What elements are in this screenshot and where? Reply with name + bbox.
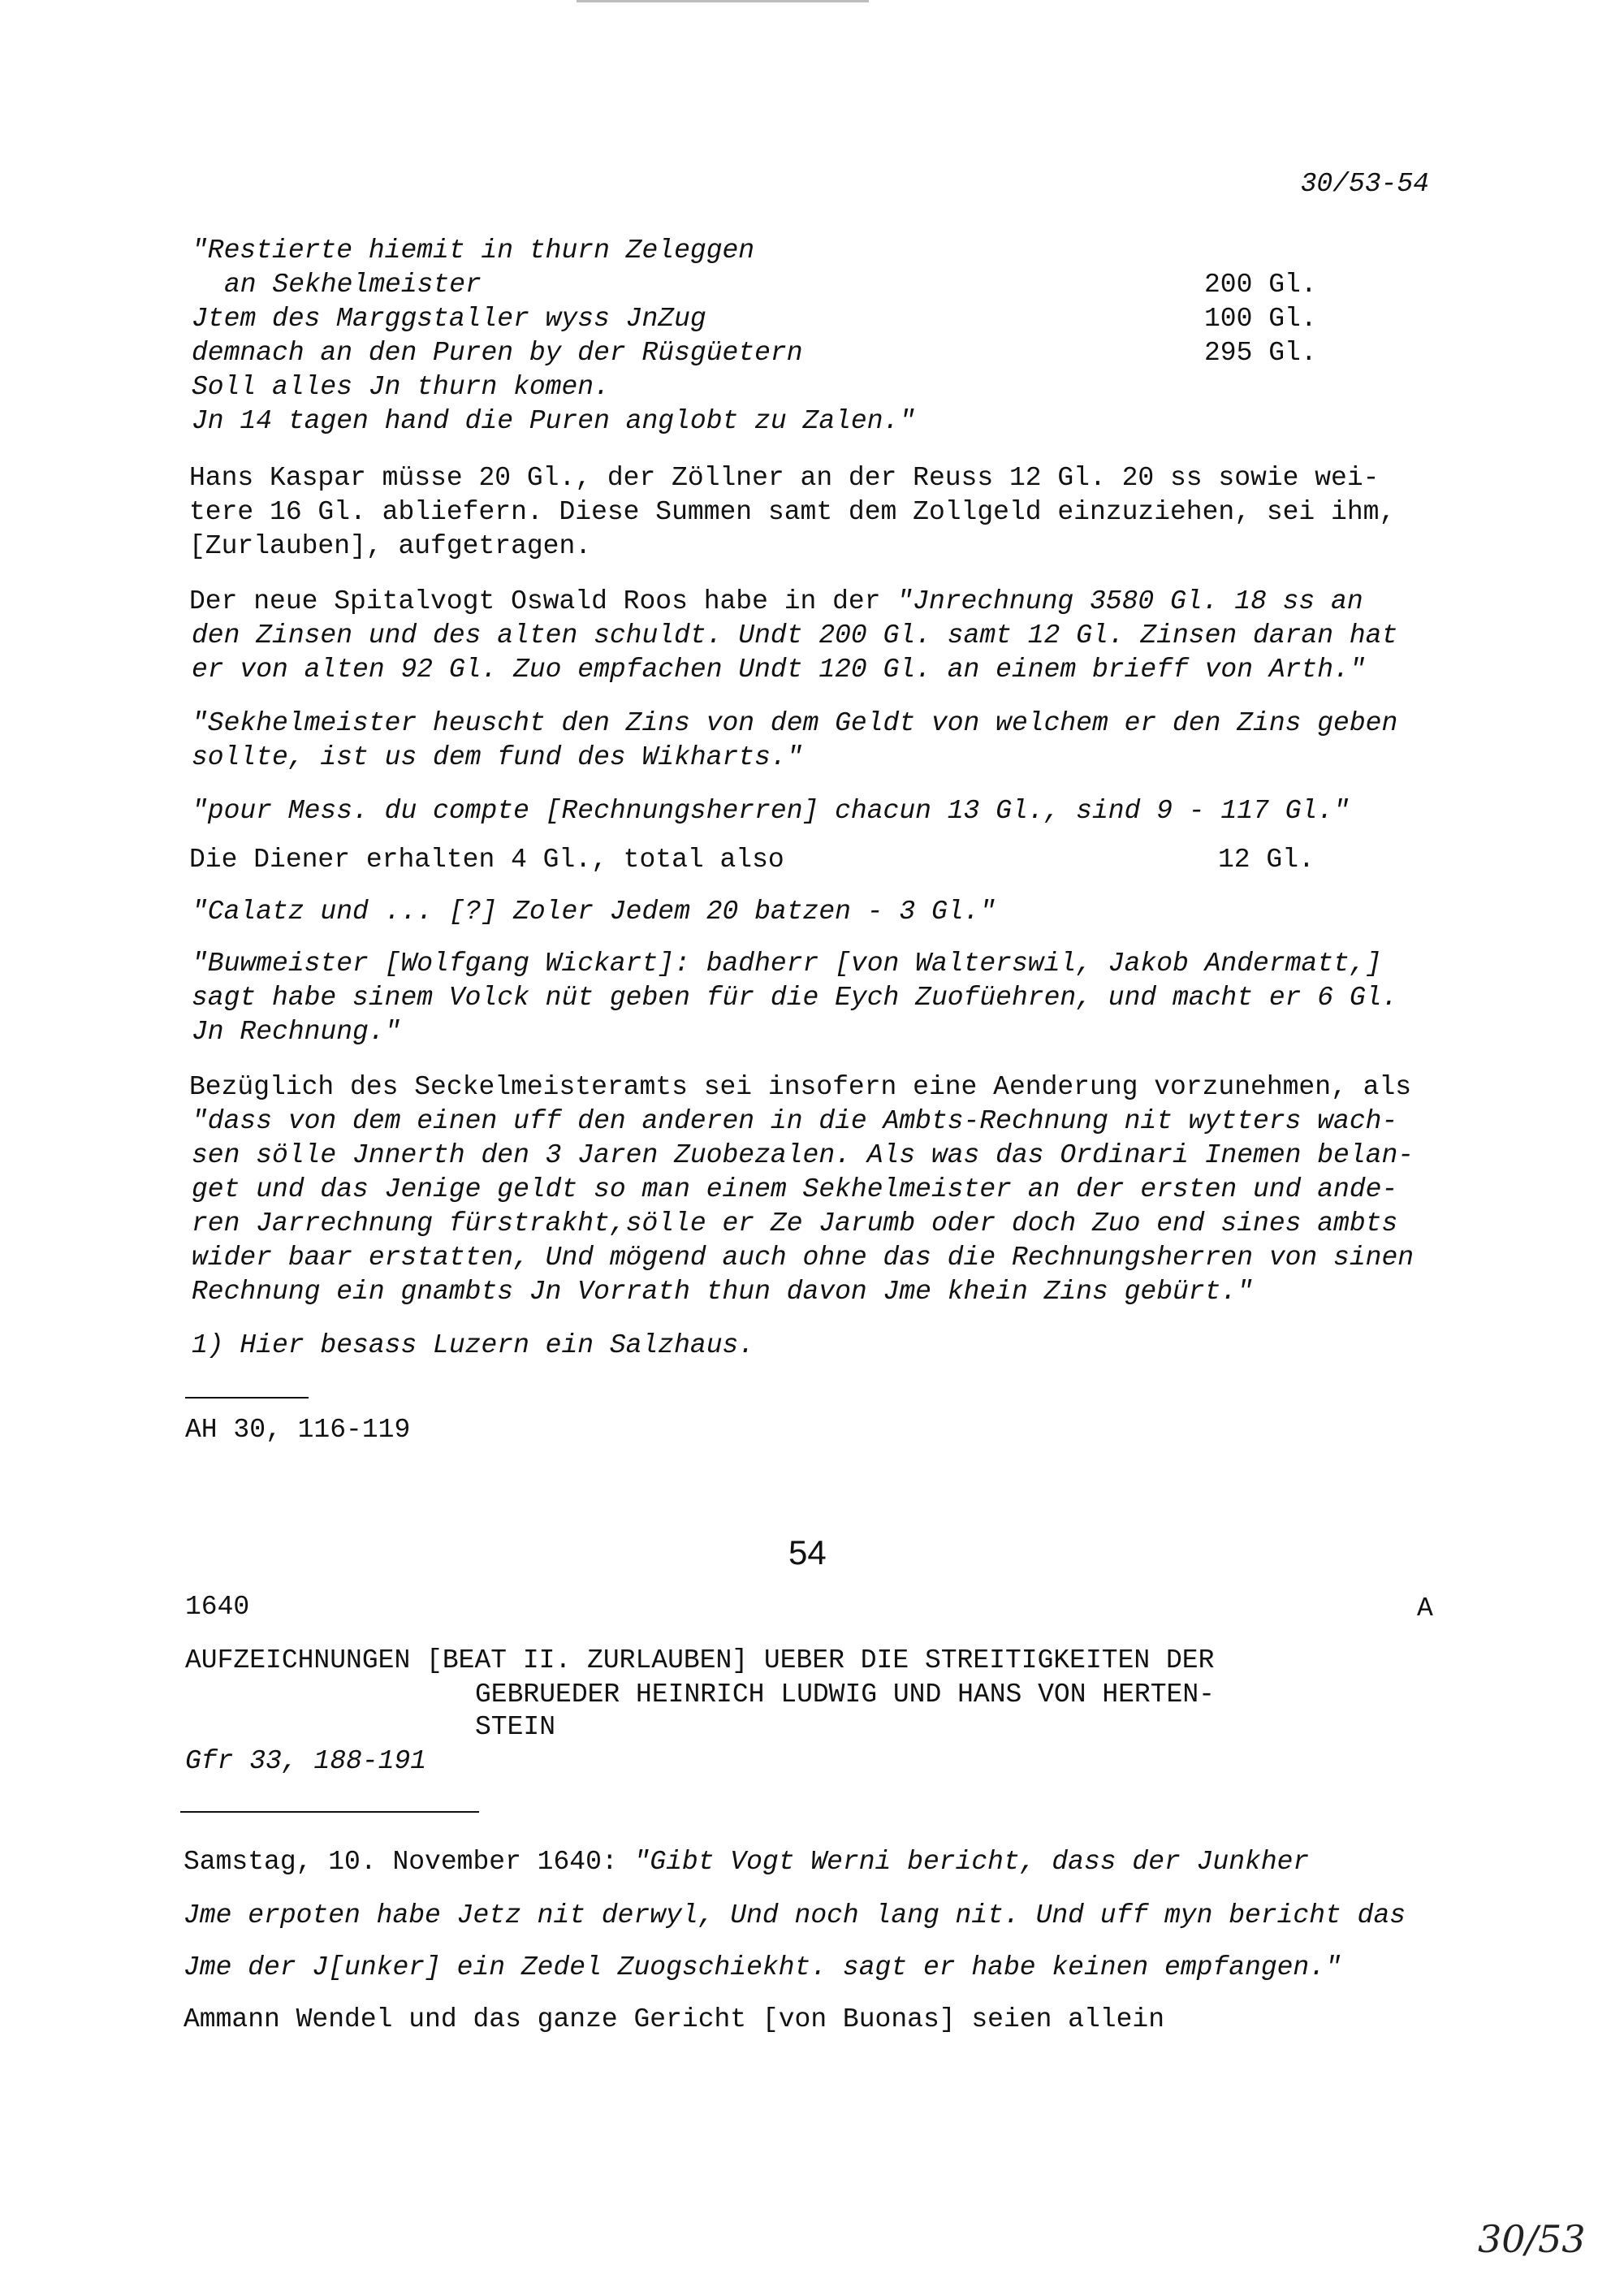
text-line: Hans Kaspar müsse 20 Gl., der Zöllner an der Reuss 12 Gl. 20 ss sowie wei- [189,463,1380,493]
text-line: Bezüglich des Seckelmeisteramts sei insofern eine Aenderung vorzunehmen, als [189,1072,1412,1102]
quote-calatz: "Calatz und ... [?] Zoler Jedem 20 batzen - 3 Gl." [192,897,996,927]
quote-line: Jme erpoten habe Jetz nit derwyl, Und noch lang nit. Und uff myn bericht das [184,1900,1406,1930]
heading-line: GEBRUEDER HEINRICH LUDWIG UND HANS VON HERTEN- [475,1680,1215,1710]
quote-line: ren Jarrechnung fürstrakht,sölle er Ze Jarumb oder doch Zuo end sines ambts [192,1208,1398,1239]
text-line: Ammann Wendel und das ganze Gericht [von Buonas] seien allein [184,2004,1164,2034]
amount: 100 Gl. [1204,304,1317,334]
page-reference: 30/53-54 [1300,169,1429,199]
amount: 295 Gl. [1204,338,1317,368]
quote-line: sagt habe sinem Volck nüt geben für die Eych Zuofüehren, und macht er 6 Gl. [192,983,1398,1013]
scan-top-edge [577,0,869,2]
quote-line: sollte, ist us dem fund des Wikharts." [192,742,803,772]
text-diener: Die Diener erhalten 4 Gl., total also [189,845,784,875]
quote-line: "dass von dem einen uff den anderen in die Ambts-Rechnung nit wytters wach- [192,1106,1398,1136]
text-line [184,1847,1309,1877]
quote-line: Jme der J[unker] ein Zedel Zuogschiekht. sagt er habe keinen empfangen." [184,1952,1341,1982]
entry-date: Samstag, 10. November 1640: [184,1847,634,1877]
text-line: [Zurlauben], aufgetragen. [189,531,592,561]
amount: 200 Gl. [1204,270,1317,300]
quote-line: den Zinsen und des alten schuldt. Undt 200 Gl. samt 12 Gl. Zinsen daran hat [192,620,1398,651]
text-span: Der neue Spitalvogt Oswald Roos habe in der [189,586,897,616]
quote-line: sen sölle Jnnerth den 3 Jaren Zuobezalen. Als was das Ordinari Inemen belan- [192,1140,1415,1170]
quote-line: "Buwmeister [Wolfgang Wickart]: badherr [von Walterswil, Jakob Andermatt,] [192,949,1382,979]
amount: 12 Gl. [1218,845,1315,875]
heading-line: AUFZEICHNUNGEN [BEAT II. ZURLAUBEN] UEBER DIE STREITIGKEITEN DER [185,1645,1215,1675]
quote-line: an Sekhelmeister [224,270,482,300]
text-line [189,586,1363,616]
quote-line: Soll alles Jn thurn komen. [192,372,610,402]
quote-line: Jtem des Marggstaller wyss JnZug [192,304,706,334]
footnote: 1) Hier besass Luzern ein Salzhaus. [192,1330,755,1360]
gfr-reference: Gfr 33, 188-191 [185,1746,427,1776]
quote-line: "Restierte hiemit in thurn Zeleggen [192,236,755,266]
quote-line: Rechnung ein gnambts Jn Vorrath thun davon Jme khein Zins gebürt." [192,1277,1254,1307]
quote-line: Jn Rechnung." [192,1017,401,1047]
document-year: 1640 [185,1592,250,1622]
quote-line: Jn 14 tagen hand die Puren anglobt zu Zalen." [192,406,916,436]
quote-line: "Sekhelmeister heuscht den Zins von dem Geldt von welchem er den Zins geben [192,708,1398,738]
quote-line: wider baar erstatten, Und mögend auch ohne das die Rechnungsherren von sinen [192,1243,1415,1273]
heading-divider [180,1811,479,1813]
source-reference: AH 30, 116-119 [185,1415,411,1445]
quote-span: "Jnrechnung 3580 Gl. 18 ss an [896,586,1363,616]
handwritten-page-mark: 30/53 [1478,2217,1586,2261]
heading-line: STEIN [475,1712,556,1742]
document-number: 54 [788,1533,827,1572]
quote-line: get und das Jenige geldt so man einem Sekhelmeister an der ersten und ande- [192,1174,1398,1204]
footnote-divider [185,1397,309,1399]
quote-line: demnach an den Puren by der Rüsgüetern [192,338,803,368]
quote-pour: "pour Mess. du compte [Rechnungsherren] chacun 13 Gl., sind 9 - 117 Gl." [192,796,1350,826]
quote-span: "Gibt Vogt Werni bericht, dass der Junkher [633,1847,1310,1877]
text-line: tere 16 Gl. abliefern. Diese Summen samt dem Zollgeld einzuziehen, sei ihm, [189,497,1396,527]
document-marker: A [1417,1593,1433,1623]
quote-line: er von alten 92 Gl. Zuo empfachen Undt 120 Gl. an einem brieff von Arth." [192,655,1366,685]
